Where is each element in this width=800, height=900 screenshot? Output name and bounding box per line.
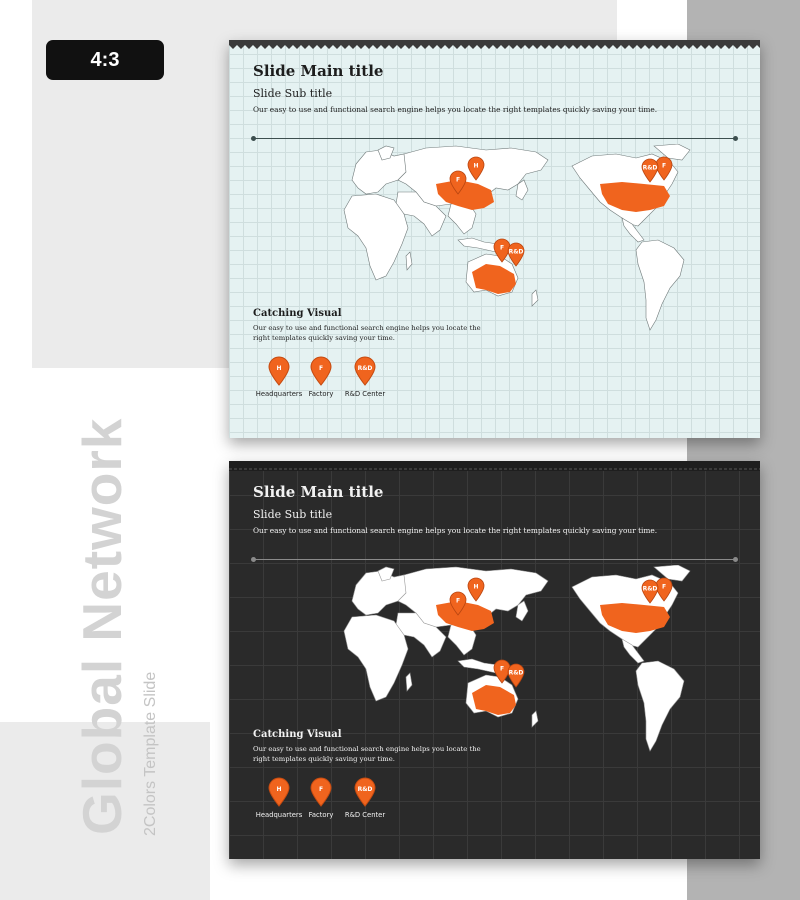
pin-label: R&D	[642, 585, 658, 593]
catching-visual-text: Our easy to use and functional search engine helps you locate the right templates quickly saving your time.	[253, 745, 481, 763]
slide-light	[229, 40, 760, 438]
legend-label: R&D Center	[344, 390, 386, 398]
slide-title: Slide Main title	[253, 483, 384, 501]
slide-subtitle: Slide Sub title	[253, 508, 333, 521]
catching-visual-title: Catching Visual	[253, 729, 342, 740]
pin-label: R&D	[508, 248, 524, 256]
catching-visual-title: Catching Visual	[253, 308, 342, 319]
side-subtitle: 2Colors Template Slide	[142, 671, 159, 836]
aspect-ratio-badge: 4:3	[46, 40, 164, 80]
legend-rd-center	[339, 356, 391, 416]
divider-line	[253, 559, 736, 560]
legend-rd-center	[339, 777, 391, 837]
svg-text:R&D: R&D	[357, 365, 373, 372]
world-map	[286, 144, 706, 334]
legend-label: R&D Center	[344, 811, 386, 819]
map-pin-icon	[353, 356, 377, 386]
pin-label: F	[661, 583, 667, 591]
legend-label: Headquarters	[255, 811, 303, 819]
map-pin-icon	[508, 243, 524, 266]
svg-text:F: F	[318, 786, 324, 793]
divider-line	[253, 138, 736, 139]
world-map	[286, 565, 706, 755]
slide-description: Our easy to use and functional search engine helps you locate the right templates quickly saving your time.	[253, 105, 658, 114]
slide-dark	[229, 461, 760, 859]
pin-label: F	[455, 597, 461, 605]
svg-text:R&D: R&D	[357, 786, 373, 793]
map-pin-icon	[267, 777, 291, 807]
pin-label: R&D	[642, 164, 658, 172]
svg-text:H: H	[276, 786, 282, 793]
pin-label: F	[499, 665, 505, 673]
legend-label: Factory	[308, 811, 334, 819]
slide-description: Our easy to use and functional search engine helps you locate the right templates quickly saving your time.	[253, 526, 658, 535]
pin-label: H	[473, 583, 479, 591]
slide-title: Slide Main title	[253, 62, 384, 80]
slide-top-border	[229, 461, 760, 471]
pin-label: R&D	[508, 669, 524, 677]
map-pin-icon	[309, 777, 333, 807]
slide-top-border	[229, 40, 760, 50]
map-pin-icon	[508, 664, 524, 687]
pin-label: F	[499, 244, 505, 252]
catching-visual-text: Our easy to use and functional search engine helps you locate the right templates quickly saving your time.	[253, 324, 481, 342]
legend-label: Headquarters	[255, 390, 303, 398]
pin-label: H	[473, 162, 479, 170]
legend-label: Factory	[308, 390, 334, 398]
map-pin-icon	[309, 356, 333, 386]
slide-subtitle: Slide Sub title	[253, 87, 333, 100]
svg-text:F: F	[318, 365, 324, 372]
map-pin-icon	[353, 777, 377, 807]
pin-label: F	[661, 162, 667, 170]
pin-label: F	[455, 176, 461, 184]
map-pin-icon	[267, 356, 291, 386]
svg-text:H: H	[276, 365, 282, 372]
side-title: Global Network	[71, 417, 133, 835]
